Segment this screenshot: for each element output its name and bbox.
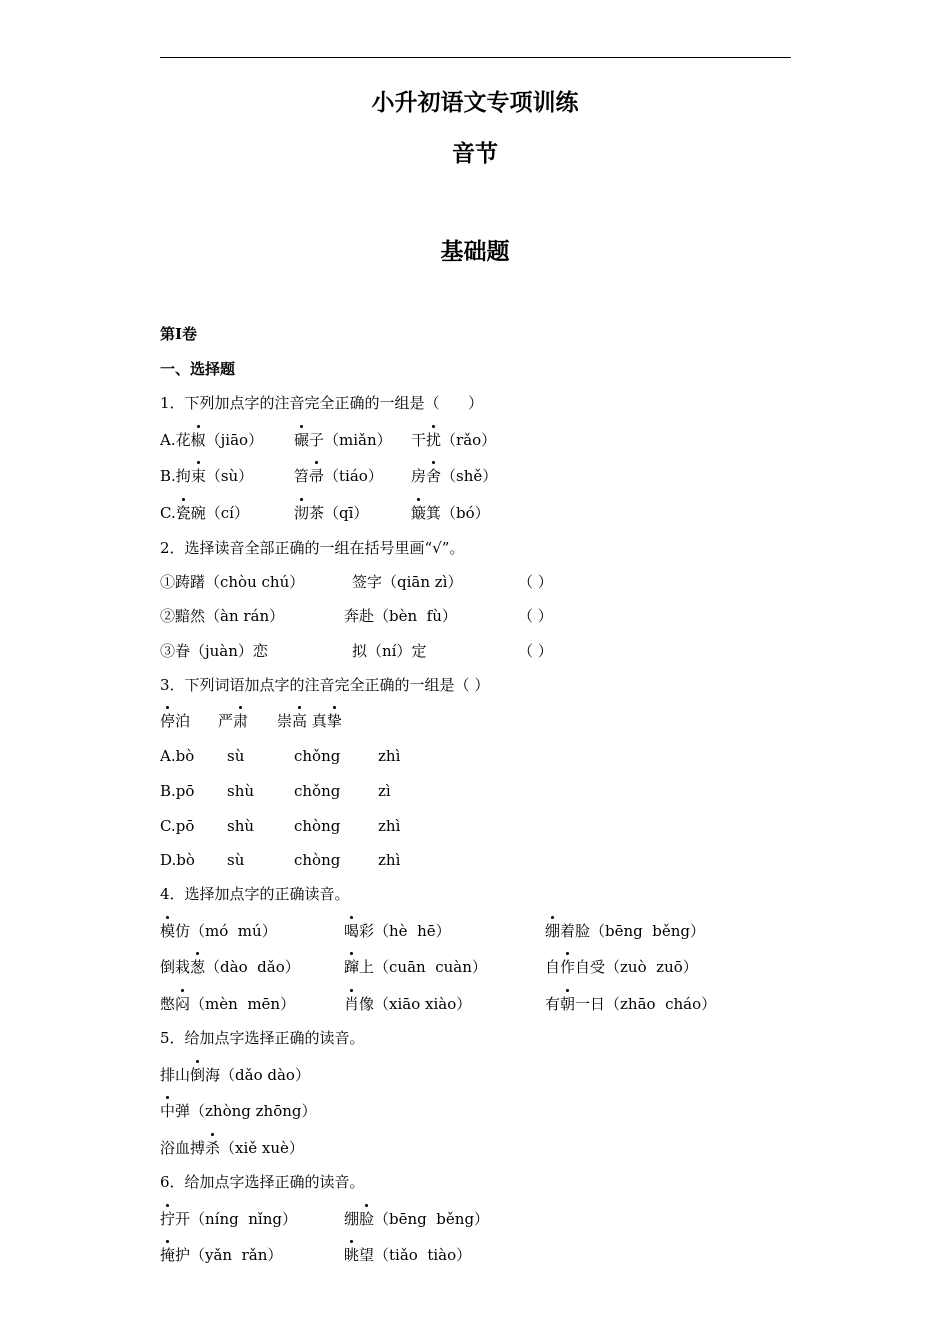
q3-option-b-4: zì bbox=[378, 782, 391, 800]
q4-r3-c3: 有朝一日（zhāo cháo） bbox=[545, 995, 717, 1013]
page-title: 小升初语文专项训练 bbox=[371, 89, 579, 116]
q1-option-a-word3: 干扰（rǎo） bbox=[411, 431, 497, 449]
q3-option-b-1: B.pō bbox=[160, 782, 195, 800]
page-subtitle: 音节 bbox=[452, 140, 498, 167]
section-title: 基础题 bbox=[440, 238, 510, 265]
q3-word1: 停泊 bbox=[160, 712, 191, 730]
q1-option-a-word2: 碾子（miǎn） bbox=[294, 431, 392, 449]
q1-option-c-word2: 沏茶（qī） bbox=[294, 504, 369, 522]
q3-option-a-2: sù bbox=[227, 747, 245, 765]
q4-r2-c2: 蹿上（cuān cuàn） bbox=[344, 958, 487, 976]
q4-r1-c3: 绷着脸（bēng běng） bbox=[545, 922, 706, 940]
q6-r2-c2: 眺望（tiǎo tiào） bbox=[344, 1246, 472, 1264]
q2-row1-item1: ①踌躇（chòu chú） bbox=[160, 573, 305, 591]
q3-option-d-1: D.bò bbox=[160, 851, 195, 869]
q4-r1-c2: 喝彩（hè hē） bbox=[344, 922, 451, 940]
q4-r3-c2: 肖像（xiāo xiào） bbox=[344, 995, 472, 1013]
q3-stem: 3．下列词语加点字的注音完全正确的一组是（ ） bbox=[160, 676, 490, 694]
q2-row2-item2: 奔赴（bèn fù） bbox=[344, 607, 457, 625]
q5-line2: 中弹（zhòng zhōng） bbox=[160, 1102, 317, 1120]
q6-r2-c1: 掩护（yǎn rǎn） bbox=[160, 1246, 283, 1264]
q5-stem: 5．给加点字选择正确的读音。 bbox=[160, 1029, 365, 1047]
q1-option-b-word3: 房舍（shě） bbox=[411, 467, 498, 485]
q3-option-c-2: shù bbox=[227, 817, 255, 835]
q3-option-a-3: chǒng bbox=[294, 747, 341, 765]
q3-option-b-2: shù bbox=[227, 782, 255, 800]
q4-r1-c1: 模仿（mó mú） bbox=[160, 922, 277, 940]
q6-r1-c1: 拧开（níng nǐng） bbox=[160, 1210, 297, 1228]
q4-r2-c1: 倒栽葱（dào dǎo） bbox=[160, 958, 300, 976]
q2-row2-item1: ②黯然（àn rán） bbox=[160, 607, 285, 625]
q2-row1-answer: （ ） bbox=[518, 573, 553, 591]
q4-stem: 4．选择加点字的正确读音。 bbox=[160, 885, 350, 903]
q3-option-b-3: chǒng bbox=[294, 782, 341, 800]
q3-option-d-2: sù bbox=[227, 851, 245, 869]
q3-word3: 崇高 真挚 bbox=[277, 712, 342, 730]
q3-option-c-4: zhì bbox=[378, 817, 401, 835]
q1-option-c-word3: 簸箕（bó） bbox=[411, 504, 490, 522]
header-rule bbox=[160, 57, 791, 58]
q3-option-d-3: chòng bbox=[294, 851, 341, 869]
q2-stem: 2．选择读音全部正确的一组在括号里画“√”。 bbox=[160, 539, 465, 557]
q6-stem: 6．给加点字选择正确的读音。 bbox=[160, 1173, 365, 1191]
q5-line3: 浴血搏杀（xiě xuè） bbox=[160, 1139, 304, 1157]
part-heading: 一、选择题 bbox=[160, 360, 236, 378]
q1-option-a-word1: A.花椒（jiāo） bbox=[160, 431, 264, 449]
q1-stem: 1．下列加点字的注音完全正确的一组是（ ） bbox=[160, 394, 484, 412]
q4-r3-c1: 憋闷（mèn mēn） bbox=[160, 995, 296, 1013]
q2-row2-answer: （ ） bbox=[518, 607, 553, 625]
q3-option-a-4: zhì bbox=[378, 747, 401, 765]
q5-line1: 排山倒海（dǎo dào） bbox=[160, 1066, 310, 1084]
q2-row3-item2: 拟（ní）定 bbox=[352, 642, 427, 660]
q3-option-a-1: A.bò bbox=[160, 747, 195, 765]
q2-row1-item2: 签字（qiān zì） bbox=[352, 573, 463, 591]
q1-option-c-word1: C.瓷碗（cí） bbox=[160, 504, 249, 522]
q2-row3-answer: （ ） bbox=[518, 642, 553, 660]
volume-label: 第I卷 bbox=[160, 325, 198, 343]
q2-row3-item1: ③眷（juàn）恋 bbox=[160, 642, 268, 660]
q3-word2: 严肃 bbox=[218, 712, 249, 730]
q1-option-b-word1: B.拘束（sù） bbox=[160, 467, 254, 485]
q3-option-d-4: zhì bbox=[378, 851, 401, 869]
q3-option-c-3: chòng bbox=[294, 817, 341, 835]
q1-option-b-word2: 笤帚（tiáo） bbox=[294, 467, 383, 485]
q6-r1-c2: 绷脸（bēng běng） bbox=[344, 1210, 490, 1228]
q3-option-c-1: C.pō bbox=[160, 817, 195, 835]
q4-r2-c3: 自作自受（zuò zuō） bbox=[545, 958, 698, 976]
